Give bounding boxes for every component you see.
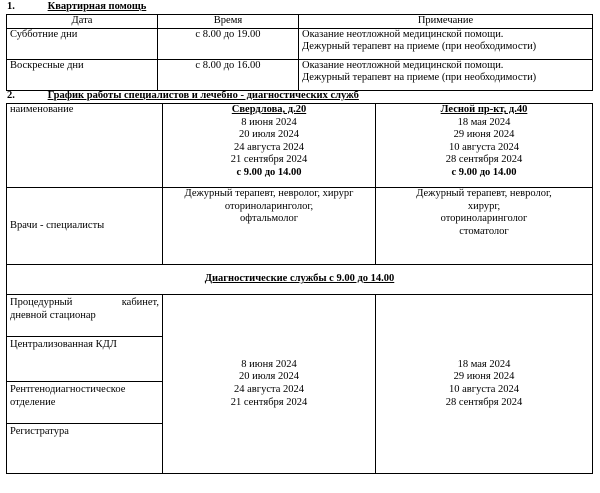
- row-note: [299, 28, 593, 59]
- home-care-header-row: [7, 15, 593, 29]
- header-time: Время: [158, 15, 299, 29]
- location-hours: с 9.00 до 14.00: [451, 166, 517, 178]
- service-label: Централизованная КДЛ: [7, 337, 163, 382]
- diag-dates-cell: [376, 295, 593, 474]
- section-2-heading: [0, 90, 359, 102]
- header-note: Примечание: [299, 15, 593, 29]
- doctors-line: оториноларинголог: [440, 213, 528, 225]
- diag-date: 29 июня 2024: [453, 371, 515, 383]
- service-label-cont: дневной стационар: [10, 309, 96, 321]
- doctors-line: хирург,: [467, 200, 501, 212]
- home-care-table: [6, 14, 593, 91]
- doctors-label: Врачи - специалисты: [7, 188, 163, 265]
- header-date: Дата: [7, 15, 158, 29]
- diag-title-cell: [7, 265, 593, 295]
- location-address: Лесной пр-кт, д.40: [440, 104, 528, 115]
- location-date: 28 сентября 2024: [445, 154, 523, 166]
- location-date: 20 июля 2024: [238, 129, 300, 141]
- doctors-line: Дежурный терапевт, невролог, хирург: [184, 188, 354, 199]
- doctors-row: [7, 188, 593, 265]
- service-label: Регистратура: [7, 424, 163, 474]
- doctors-line: оториноларинголог,: [224, 200, 314, 212]
- locations-row: [7, 104, 593, 188]
- doctors-cell: [163, 188, 376, 265]
- diag-date: 28 сентября 2024: [445, 396, 523, 408]
- service-row: [7, 295, 593, 337]
- location-cell: [376, 104, 593, 188]
- schedule-table: [6, 103, 593, 474]
- diag-date: 24 августа 2024: [234, 384, 304, 395]
- doctors-line: офтальмолог: [239, 213, 299, 225]
- name-label: наименование: [7, 104, 163, 188]
- section-1-title: Квартирная помощь: [47, 1, 147, 12]
- section-2-title: График работы специалистов и лечебно - диагностических служб: [47, 90, 359, 101]
- service-label: Процедурный кабинет,: [10, 297, 159, 308]
- diag-date: 21 сентября 2024: [230, 396, 308, 408]
- doctors-line: стоматолог: [459, 225, 509, 237]
- note-line: Оказание неотложной медицинской помощи.: [302, 59, 504, 71]
- location-date: 8 июня 2024: [241, 116, 297, 128]
- table-row: [7, 59, 593, 90]
- diag-date: 10 августа 2024: [449, 384, 519, 395]
- note-line: Дежурный терапевт на приеме (при необходимости): [302, 41, 537, 53]
- location-cell: [163, 104, 376, 188]
- location-date: 21 сентября 2024: [230, 154, 308, 166]
- location-date: 10 августа 2024: [449, 141, 519, 153]
- note-line: Оказание неотложной медицинской помощи.: [302, 28, 504, 40]
- row-date: Субботние дни: [7, 28, 158, 59]
- service-label: Рентгенодиагностическое отделение: [7, 382, 163, 424]
- row-time: с 8.00 до 16.00: [158, 59, 299, 90]
- section-1-heading: [0, 1, 146, 13]
- section-1-number: 1.: [7, 1, 15, 12]
- doctors-cell: [376, 188, 593, 265]
- row-time: с 8.00 до 19.00: [158, 28, 299, 59]
- diag-title-row: [7, 265, 593, 295]
- diag-date: 8 июня 2024: [241, 358, 297, 370]
- location-date: 24 августа 2024: [234, 141, 304, 153]
- diag-title: Диагностические службы с 9.00 до 14.00: [204, 273, 395, 285]
- row-date: Воскресные дни: [7, 59, 158, 90]
- location-address: Свердлова, д.20: [231, 104, 307, 115]
- doctors-line: Дежурный терапевт, невролог,: [416, 188, 552, 199]
- service-cell: [7, 295, 163, 337]
- location-date: 29 июня 2024: [453, 129, 515, 141]
- diag-dates-cell: [163, 295, 376, 474]
- diag-date: 18 мая 2024: [457, 358, 511, 370]
- section-2-number: 2.: [7, 90, 15, 101]
- note-line: Дежурный терапевт на приеме (при необходимости): [302, 72, 537, 84]
- row-note: [299, 59, 593, 90]
- table-row: [7, 28, 593, 59]
- diag-date: 20 июля 2024: [238, 371, 300, 383]
- location-date: 18 мая 2024: [457, 116, 511, 128]
- location-hours: с 9.00 до 14.00: [236, 166, 302, 178]
